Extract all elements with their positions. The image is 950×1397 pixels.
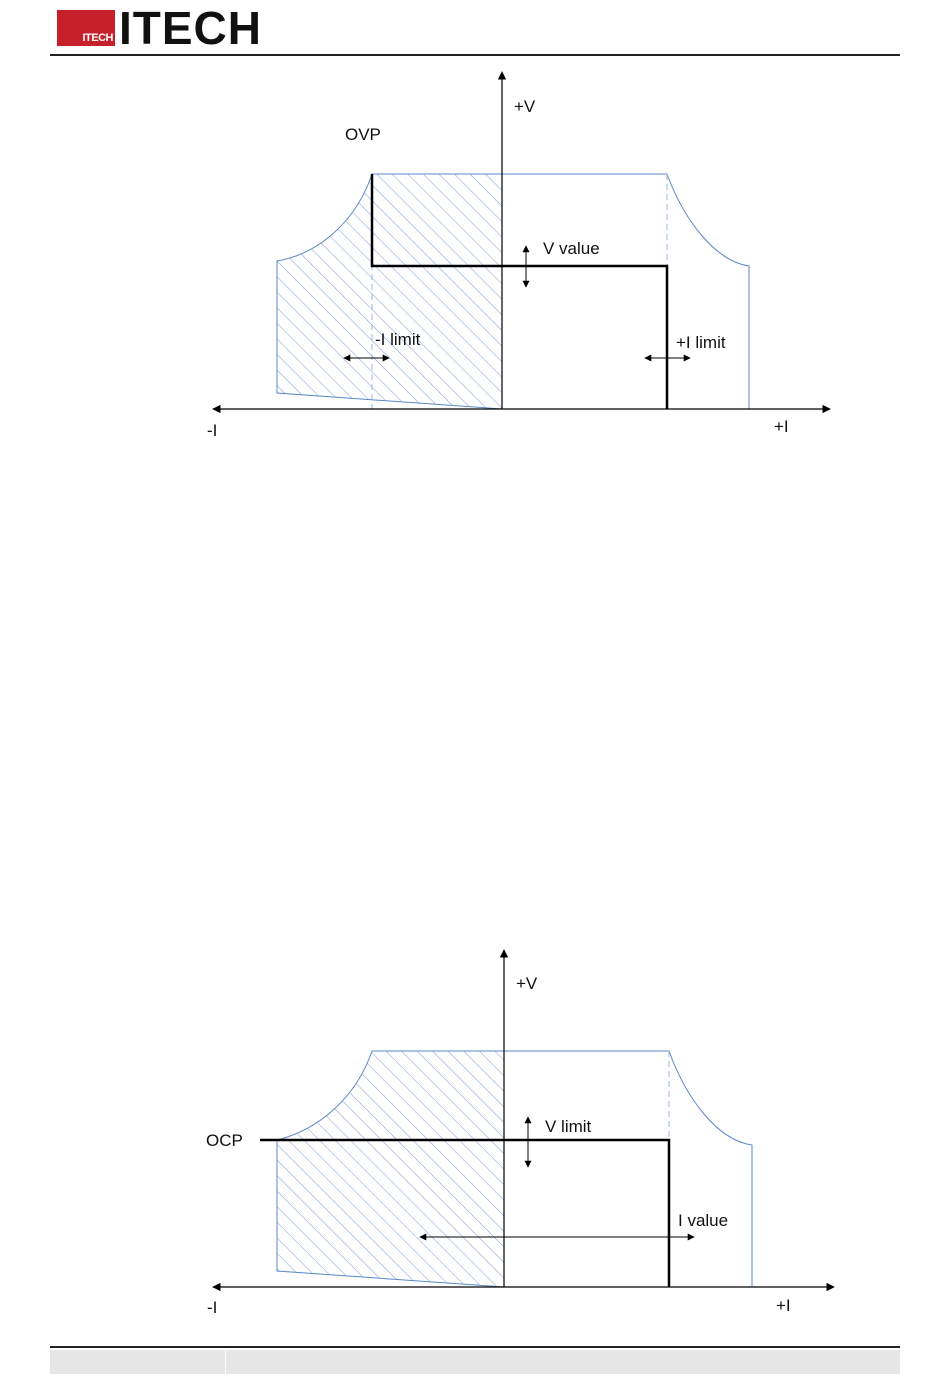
diagram-cv-mode — [0, 0, 950, 450]
footer-rule — [50, 1346, 900, 1348]
v-limit-label: V limit — [545, 1117, 592, 1136]
diagram-cc-mode — [0, 930, 950, 1330]
hatched-region — [277, 1051, 504, 1287]
footer-bar-divider — [225, 1350, 226, 1374]
x-axis-right-label: +I — [774, 417, 789, 436]
ovp-label: OVP — [345, 125, 381, 144]
operating-envelope — [504, 1051, 752, 1287]
hatched-region — [277, 174, 502, 409]
logo-wordmark: ITECH — [119, 2, 262, 54]
footer-bar — [50, 1350, 900, 1374]
logo-mark-text: ITECH — [82, 32, 113, 44]
ocp-label: OCP — [206, 1131, 243, 1150]
pos-i-limit-label: +I limit — [676, 333, 726, 352]
y-axis-label: +V — [514, 97, 536, 116]
x-axis-left-label: -I — [207, 421, 218, 440]
x-axis-left-label: -I — [207, 1298, 218, 1317]
x-axis-right-label: +I — [776, 1296, 791, 1315]
y-axis-label: +V — [516, 974, 538, 993]
operating-envelope — [502, 174, 749, 409]
neg-i-limit-label: -I limit — [375, 330, 421, 349]
v-value-label: V value — [543, 239, 600, 258]
i-value-label: I value — [678, 1211, 729, 1230]
